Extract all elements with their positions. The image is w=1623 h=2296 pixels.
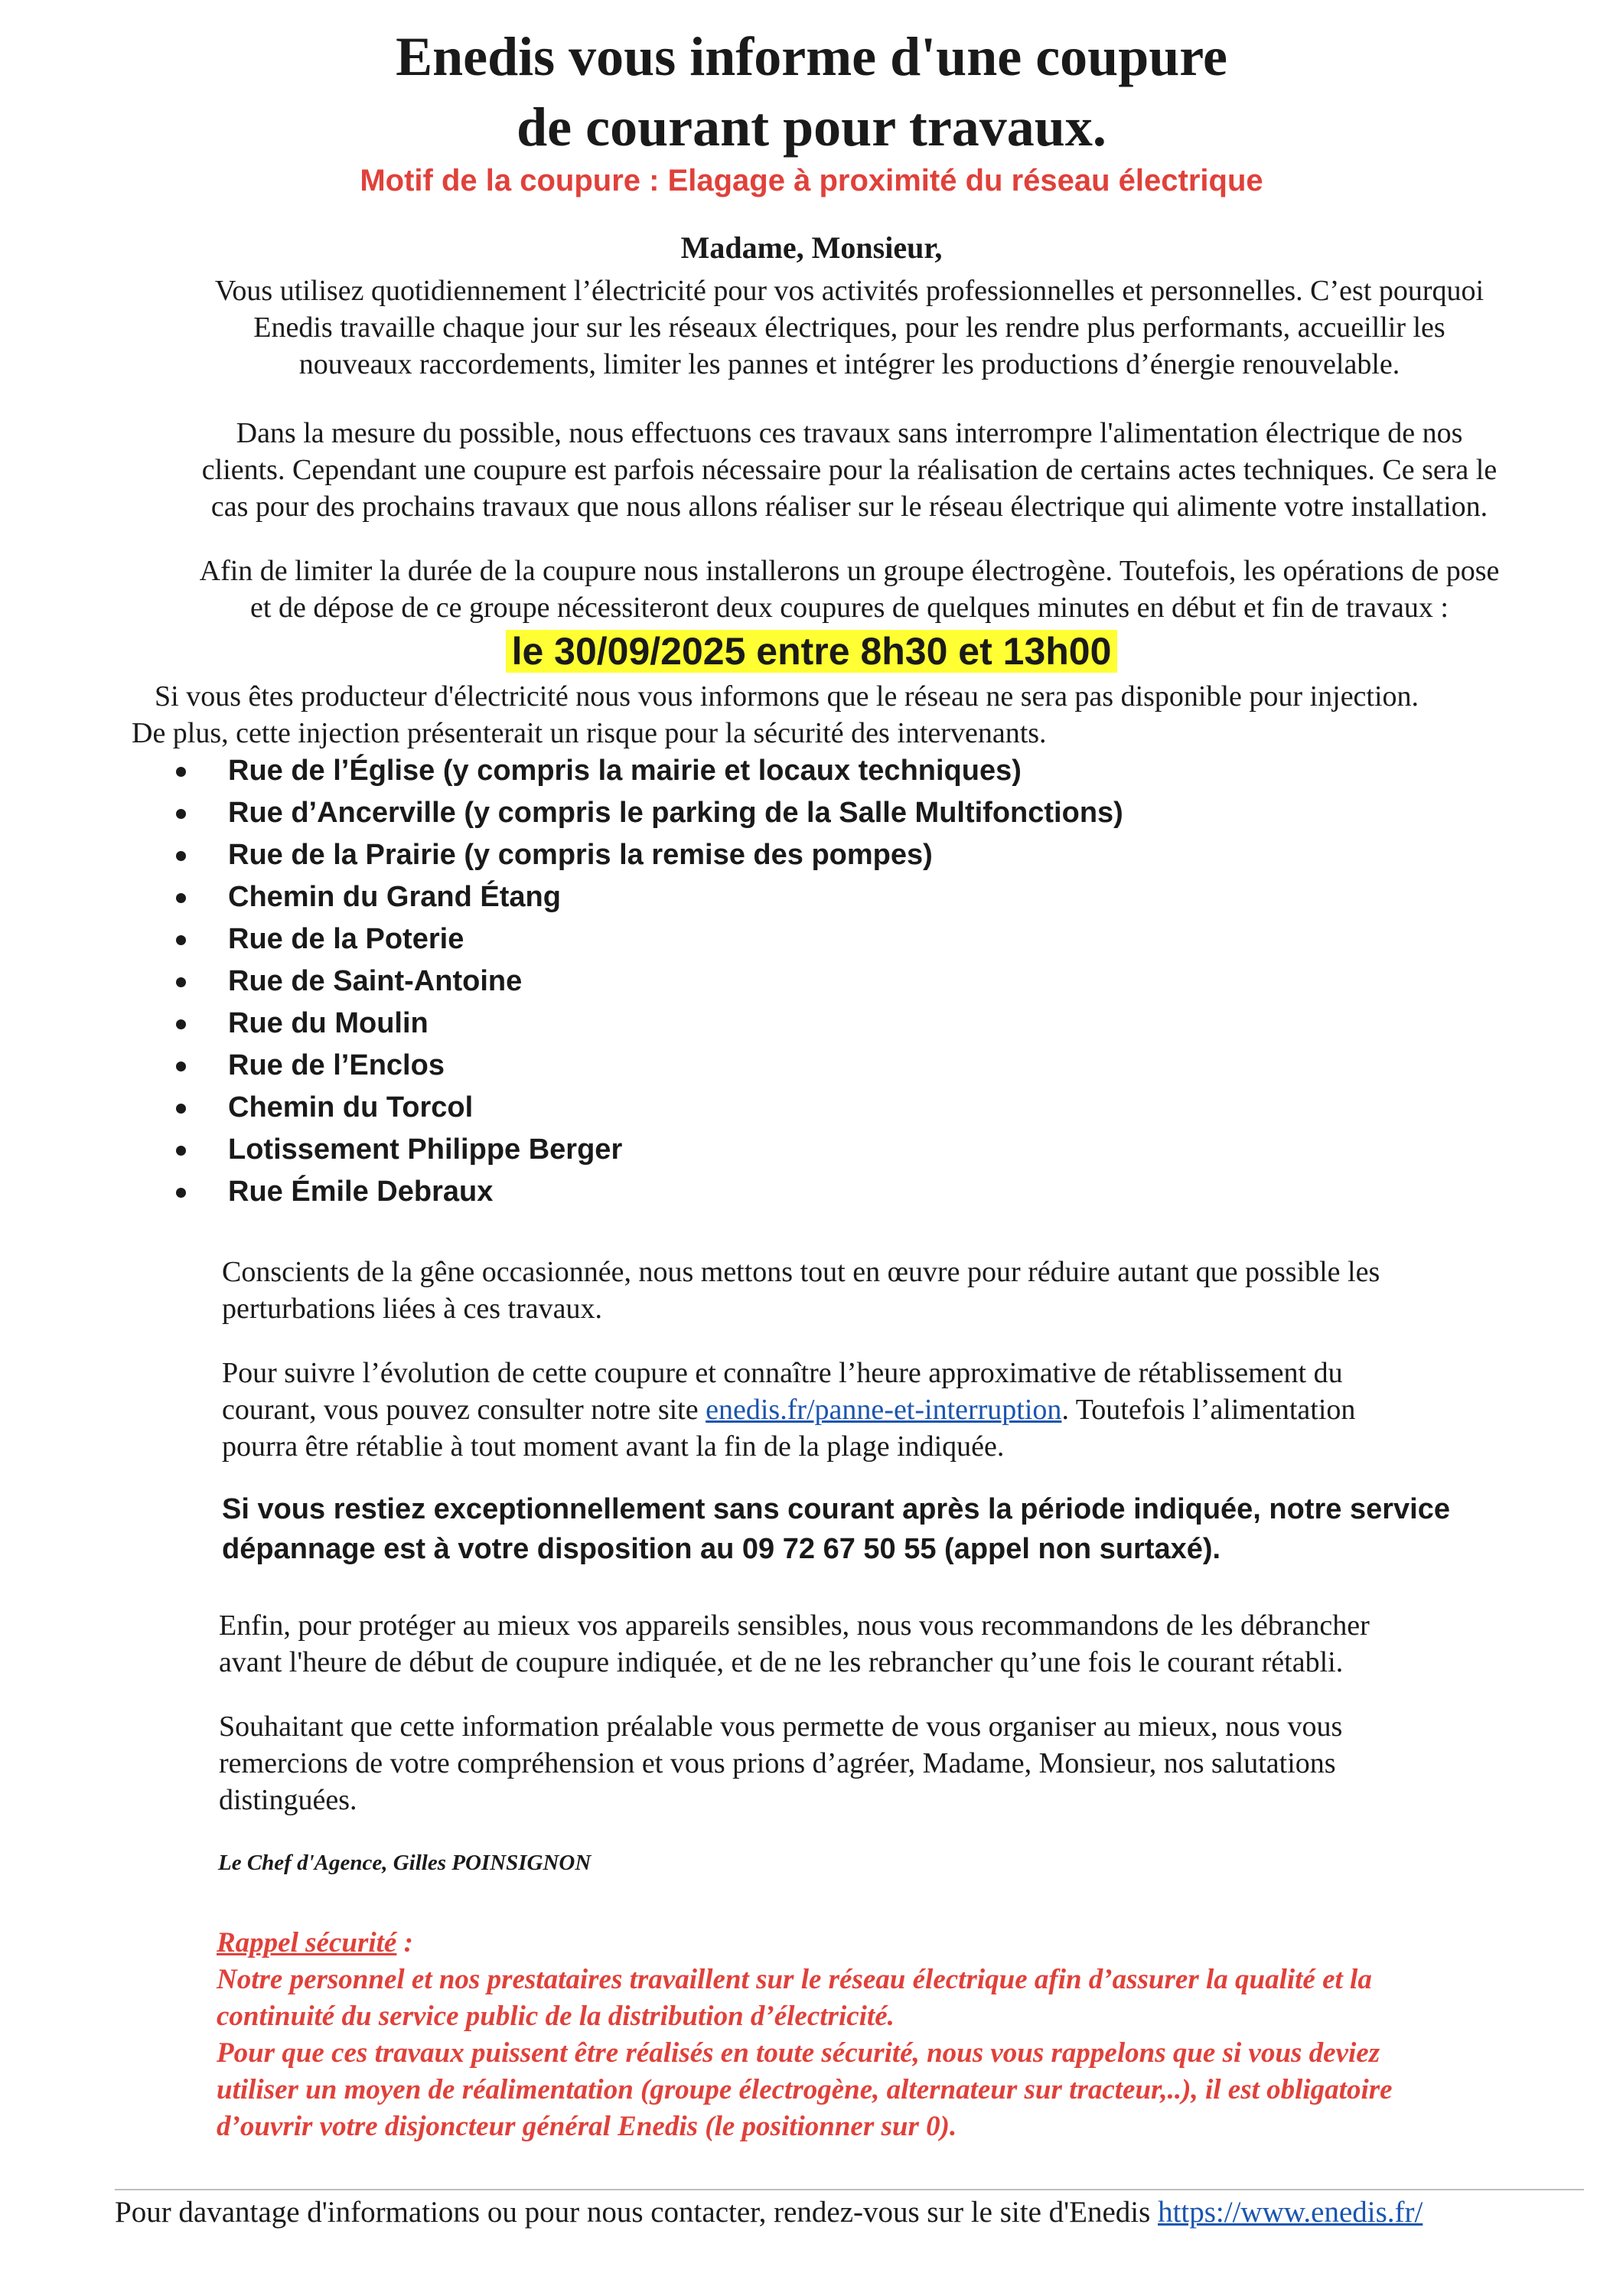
bullet-icon (176, 809, 186, 819)
safety-reminder (217, 1925, 1594, 2145)
appliances-line-1: Enfin, pour protéger au mieux vos appareils sensibles, nous vous recommandons de les débrancher (219, 1609, 1370, 1642)
appliances-line-2: avant l'heure de début de coupure indiquée, et de ne les rebrancher qu’une fois le courant rétabli. (219, 1646, 1344, 1678)
followup-text: courant, vous pouvez consulter notre site (222, 1394, 706, 1426)
appliances-paragraph (219, 1607, 1584, 1681)
safety-heading-colon: : (396, 1927, 413, 1958)
street-item (176, 750, 1123, 792)
greeting: Madame, Monsieur, (680, 230, 943, 265)
generator-paragraph (115, 553, 1584, 626)
followup-paragraph (222, 1355, 1584, 1465)
bullet-icon (176, 893, 186, 903)
intro-paragraph (115, 272, 1584, 383)
street-label: Rue de l’Enclos (228, 1049, 445, 1081)
bullet-icon (176, 1146, 186, 1156)
followup-line-1: Pour suivre l’évolution de cette coupure et connaître l’heure approximative de rétablissement du (222, 1357, 1343, 1389)
title-line-2: de courant pour travaux. (517, 96, 1106, 158)
apology-line-1: Conscients de la gêne occasionnée, nous mettons tout en œuvre pour réduire autant que possible les (222, 1256, 1380, 1288)
enedis-site-link[interactable]: https://www.enedis.fr/ (1158, 2196, 1423, 2229)
apology-line-2: perturbations liées à ces travaux. (222, 1293, 602, 1325)
street-label: Chemin du Grand Étang (228, 881, 561, 913)
closing-line-2: remercions de votre compréhension et vous prions d’agréer, Madame, Monsieur, nos salutations (219, 1747, 1336, 1779)
street-item (176, 834, 1123, 876)
street-label: Rue de la Poterie (228, 923, 464, 955)
bullet-icon (176, 935, 186, 945)
producer-line-2: De plus, cette injection présenterait un risque pour la sécurité des intervenants. (132, 717, 1047, 749)
generator-line-2: et de dépose de ce groupe nécessiteront deux coupures de quelques minutes en début et fin de travaux : (250, 592, 1449, 624)
closing-line-1: Souhaitant que cette information préalable vous permette de vous organiser au mieux, nous vous (219, 1711, 1343, 1743)
safety-line-5: d’ouvrir votre disjoncteur général Enedis (le positionner sur 0). (217, 2111, 957, 2142)
street-label: Rue de la Prairie (y compris la remise des pompes) (228, 839, 933, 871)
date-banner (0, 628, 1623, 675)
closing-paragraph (219, 1708, 1584, 1818)
safety-line-1: Notre personnel et nos prestataires travaillent sur le réseau électrique afin d’assurer la qualité et la (217, 1964, 1372, 1995)
depannage-line-1: Si vous restiez exceptionnellement sans courant après la période indiquée, notre service (222, 1493, 1450, 1525)
closing-line-3: distinguées. (219, 1784, 357, 1816)
followup-text-end: . Toutefois l’alimentation (1061, 1394, 1356, 1426)
safety-line-3: Pour que ces travaux puissent être réalisés en toute sécurité, nous vous rappelons que si vous deviez (217, 2037, 1380, 2069)
footer (115, 2195, 1423, 2229)
bullet-icon (176, 1019, 186, 1029)
producer-line-1: Si vous êtes producteur d'électricité nous vous informons que le réseau ne sera pas disponible pour injection. (155, 680, 1419, 713)
street-label: Rue de Saint-Antoine (228, 965, 523, 997)
works-line-3: cas pour des prochains travaux que nous allons réaliser sur le réseau électrique qui alimente votre installation. (210, 491, 1488, 523)
bullet-icon (176, 977, 186, 987)
bullet-icon (176, 767, 186, 777)
followup-line-2 (222, 1391, 1584, 1428)
street-label: Lotissement Philippe Berger (228, 1133, 623, 1166)
date-highlight: le 30/09/2025 entre 8h30 et 13h00 (506, 630, 1118, 673)
bullet-icon (176, 1188, 186, 1198)
street-label: Rue d’Ancerville (y compris le parking de la Salle Multifonctions) (228, 797, 1123, 829)
title-line-1: Enedis vous informe d'une coupure (396, 26, 1227, 87)
street-item (176, 792, 1123, 834)
street-item (176, 1171, 1123, 1213)
street-list (176, 750, 1123, 1213)
works-line-1: Dans la mesure du possible, nous effectuons ces travaux sans interrompre l'alimentation électrique de nos (236, 417, 1463, 449)
depannage-paragraph (222, 1489, 1584, 1569)
street-item (176, 1129, 1123, 1171)
street-label: Rue Émile Debraux (228, 1176, 494, 1208)
street-item (176, 960, 1123, 1003)
panne-link[interactable]: enedis.fr/panne-et-interruption (706, 1394, 1062, 1426)
page-title (0, 21, 1623, 162)
apology-paragraph (222, 1254, 1584, 1327)
safety-line-2: continuité du service public de la distribution d’électricité. (217, 2001, 895, 2032)
signature: Le Chef d'Agence, Gilles POINSIGNON (218, 1851, 592, 1875)
bullet-icon (176, 1062, 186, 1071)
safety-heading-label: Rappel sécurité (217, 1927, 397, 1958)
producer-paragraph (132, 678, 1586, 752)
followup-line-3: pourra être rétablie à tout moment avant la fin de la plage indiquée. (222, 1430, 1005, 1463)
safety-heading (217, 1925, 1594, 1962)
depannage-line-2: dépannage est à votre disposition au 09 72 67 50 55 (appel non surtaxé). (222, 1533, 1221, 1565)
street-item (176, 1087, 1123, 1129)
street-label: Rue de l’Église (y compris la mairie et locaux techniques) (228, 755, 1022, 787)
street-label: Chemin du Torcol (228, 1091, 474, 1124)
motif-subtitle: Motif de la coupure : Elagage à proximité du réseau électrique (360, 164, 1263, 197)
street-item (176, 918, 1123, 960)
intro-line-1: Vous utilisez quotidiennement l’électricité pour vos activités professionnelles et personnelles. C’est pourquoi (214, 275, 1484, 307)
intro-line-3: nouveaux raccordements, limiter les pannes et intégrer les productions d’énergie renouvelable. (298, 348, 1400, 380)
intro-line-2: Enedis travaille chaque jour sur les réseaux électriques, pour les rendre plus performants, accueillir les (253, 311, 1445, 344)
generator-line-1: Afin de limiter la durée de la coupure nous installerons un groupe électrogène. Toutefois, les opérations de pose (199, 555, 1500, 587)
bullet-icon (176, 1104, 186, 1114)
street-item (176, 876, 1123, 918)
footer-text: Pour davantage d'informations ou pour nous contacter, rendez-vous sur le site d'Enedis (115, 2196, 1159, 2229)
footer-divider (115, 2189, 1584, 2190)
street-item (176, 1003, 1123, 1045)
works-line-2: clients. Cependant une coupure est parfois nécessaire pour la réalisation de certains actes techniques. Ce sera le (201, 454, 1498, 486)
bullet-icon (176, 851, 186, 861)
safety-line-4: utiliser un moyen de réalimentation (groupe électrogène, alternateur sur tracteur,..), il est obligatoire (217, 2074, 1393, 2105)
street-item (176, 1045, 1123, 1087)
works-paragraph (115, 415, 1584, 525)
street-label: Rue du Moulin (228, 1007, 429, 1039)
